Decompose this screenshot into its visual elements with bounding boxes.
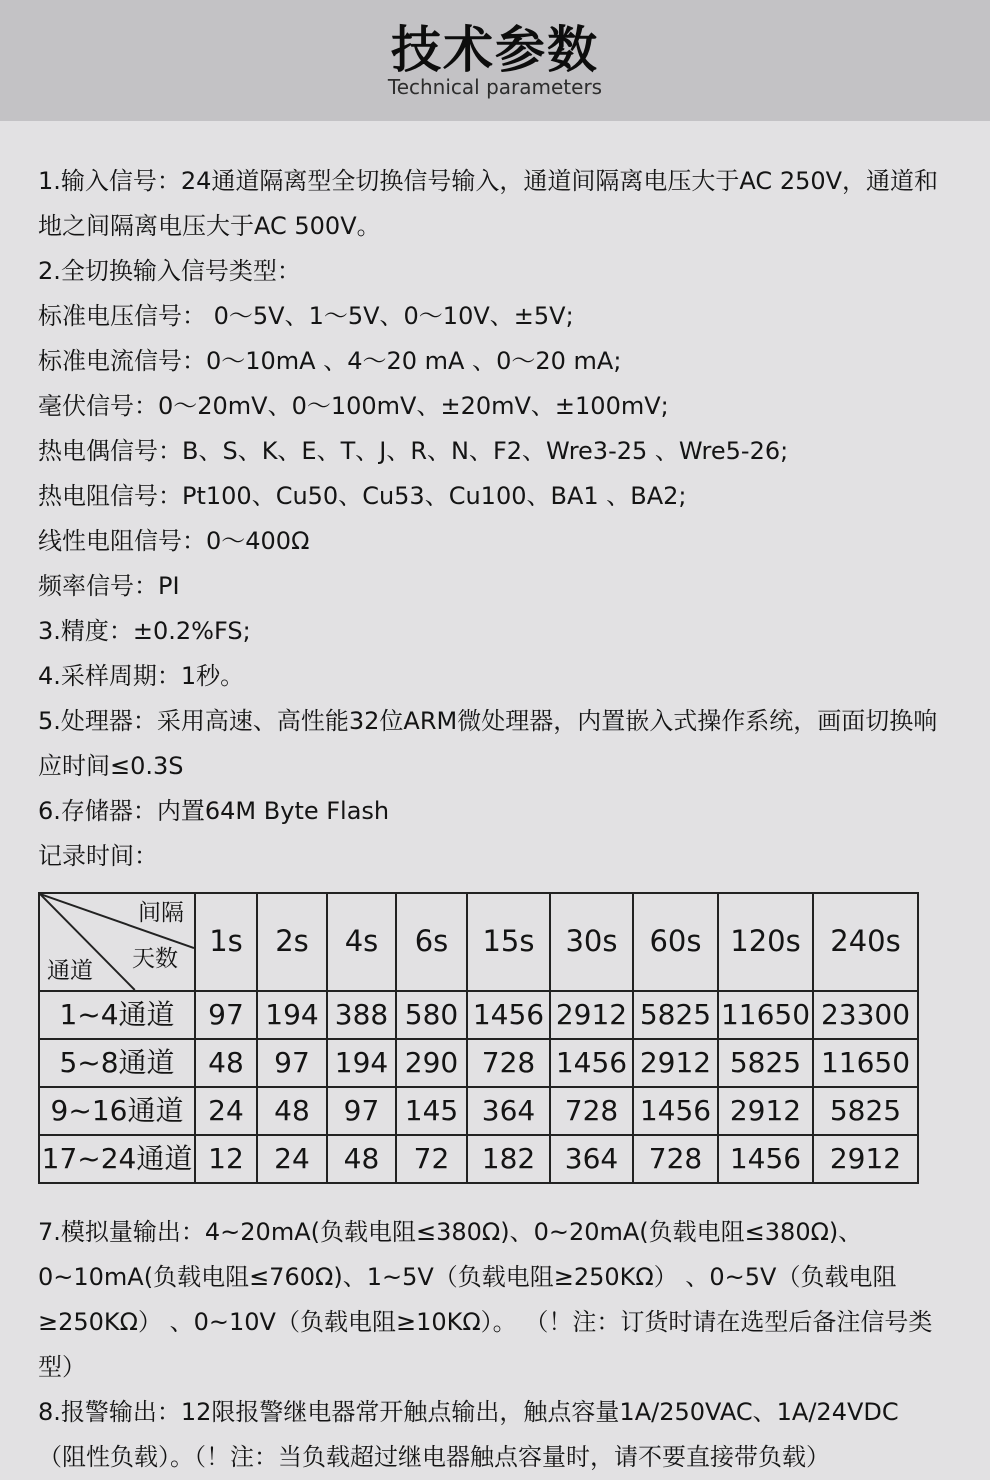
- spec-accuracy: 3.精度：±0.2%FS;: [38, 617, 251, 645]
- table-cell: 728: [550, 1087, 633, 1135]
- corner-interval-label: 间隔: [138, 900, 184, 926]
- table-cell: 1456: [467, 991, 550, 1039]
- spec-frequency: 频率信号：PI: [38, 572, 180, 600]
- table-cell: 24: [195, 1087, 257, 1135]
- table-cell: 194: [327, 1039, 396, 1087]
- table-cell: 2912: [633, 1039, 718, 1087]
- table-cell: 11650: [813, 1039, 918, 1087]
- table-cell: 97: [257, 1039, 327, 1087]
- column-header: 60s: [633, 893, 718, 991]
- table-cell: 5825: [718, 1039, 813, 1087]
- table-cell: 182: [467, 1135, 550, 1183]
- spec-signal-types-heading: 2.全切换输入信号类型：: [38, 257, 301, 285]
- column-header: 240s: [813, 893, 918, 991]
- document-body: [0, 121, 990, 1480]
- table-header-row: [39, 893, 918, 991]
- table-row: [39, 1087, 918, 1135]
- spec-thermocouple: 热电偶信号：B、S、K、E、T、J、R、N、F2、Wre3-25 、Wre5-26;: [38, 437, 789, 465]
- table-cell: 48: [327, 1135, 396, 1183]
- table-row: [39, 991, 918, 1039]
- spec-record-time-heading: 记录时间：: [38, 842, 158, 870]
- table-cell: 364: [550, 1135, 633, 1183]
- column-header: 4s: [327, 893, 396, 991]
- table-cell: 72: [396, 1135, 467, 1183]
- table-cell: 48: [195, 1039, 257, 1087]
- table-cell: 388: [327, 991, 396, 1039]
- table-cell: 2912: [718, 1087, 813, 1135]
- table-cell: 23300: [813, 991, 918, 1039]
- spec-alarm-output: 8.报警输出：12限报警继电器常开触点输出，触点容量1A/250VAC、1A/24VDC （阻性负载）。（！注：当负载超过继电器触点容量时，请不要直接带负载）: [38, 1398, 899, 1471]
- column-header: 1s: [195, 893, 257, 991]
- record-time-table: [38, 892, 919, 1184]
- column-header: 2s: [257, 893, 327, 991]
- spec-processor: 5.处理器：采用高速、高性能32位ARM微处理器，内置嵌入式操作系统，画面切换响应时间≤0.3S: [38, 707, 938, 780]
- table-cell: 12: [195, 1135, 257, 1183]
- table-cell: 580: [396, 991, 467, 1039]
- table-cell: 5825: [813, 1087, 918, 1135]
- corner-days-label: 天数: [132, 946, 178, 972]
- spec-standard-voltage: 标准电压信号： 0～5V、1～5V、0～10V、±5V;: [38, 302, 574, 330]
- table-cell: 1456: [633, 1087, 718, 1135]
- spec-memory: 6.存储器：内置64M Byte Flash: [38, 797, 390, 825]
- table-cell: 48: [257, 1087, 327, 1135]
- table-cell: 290: [396, 1039, 467, 1087]
- spec-input-signal: 1.输入信号：24通道隔离型全切换信号输入，通道间隔离电压大于AC 250V，通道和地之间隔离电压大于AC 500V。: [38, 167, 939, 240]
- table-cell: 97: [195, 991, 257, 1039]
- table-cell: 1456: [550, 1039, 633, 1087]
- table-cell: 728: [633, 1135, 718, 1183]
- table-cell: 5825: [633, 991, 718, 1039]
- table-cell: 194: [257, 991, 327, 1039]
- row-label: 5~8通道: [39, 1039, 195, 1087]
- table-corner-cell: [39, 893, 195, 991]
- corner-channel-label: 通道: [47, 958, 93, 984]
- spec-analog-output: 7.模拟量输出：4~20mA(负载电阻≤380Ω)、0~20mA(负载电阻≤380Ω)、0~10mA(负载电阻≤760Ω)、1~5V（负载电阻≥250KΩ） 、0~5V（负载电阻≥250KΩ） 、0~10V（负载电阻≥10KΩ）。 （！注：订货时请在选型后备注信号类型）: [38, 1218, 933, 1381]
- row-label: 17~24通道: [39, 1135, 195, 1183]
- spec-standard-current: 标准电流信号：0～10mA 、4～20 mA 、0～20 mA;: [38, 347, 622, 375]
- page-title: 技术参数: [391, 21, 599, 79]
- table-row: [39, 1039, 918, 1087]
- table-cell: 24: [257, 1135, 327, 1183]
- spec-sampling-period: 4.采样周期：1秒。: [38, 662, 245, 690]
- table-cell: 1456: [718, 1135, 813, 1183]
- table-row: [39, 1135, 918, 1183]
- table-cell: 2912: [550, 991, 633, 1039]
- row-label: 1~4通道: [39, 991, 195, 1039]
- table-cell: 145: [396, 1087, 467, 1135]
- column-header: 6s: [396, 893, 467, 991]
- table-cell: 97: [327, 1087, 396, 1135]
- table-cell: 2912: [813, 1135, 918, 1183]
- row-label: 9~16通道: [39, 1087, 195, 1135]
- page-header: [0, 0, 990, 121]
- table-cell: 11650: [718, 991, 813, 1039]
- spec-rtd: 热电阻信号：Pt100、Cu50、Cu53、Cu100、BA1 、BA2;: [38, 482, 687, 510]
- spec-linear-resistance: 线性电阻信号：0～400Ω: [38, 527, 310, 555]
- table-cell: 728: [467, 1039, 550, 1087]
- spec-millivolt: 毫伏信号：0～20mV、0～100mV、±20mV、±100mV;: [38, 392, 669, 420]
- column-header: 120s: [718, 893, 813, 991]
- table-cell: 364: [467, 1087, 550, 1135]
- page-subtitle: Technical parameters: [387, 75, 603, 99]
- column-header: 15s: [467, 893, 550, 991]
- column-header: 30s: [550, 893, 633, 991]
